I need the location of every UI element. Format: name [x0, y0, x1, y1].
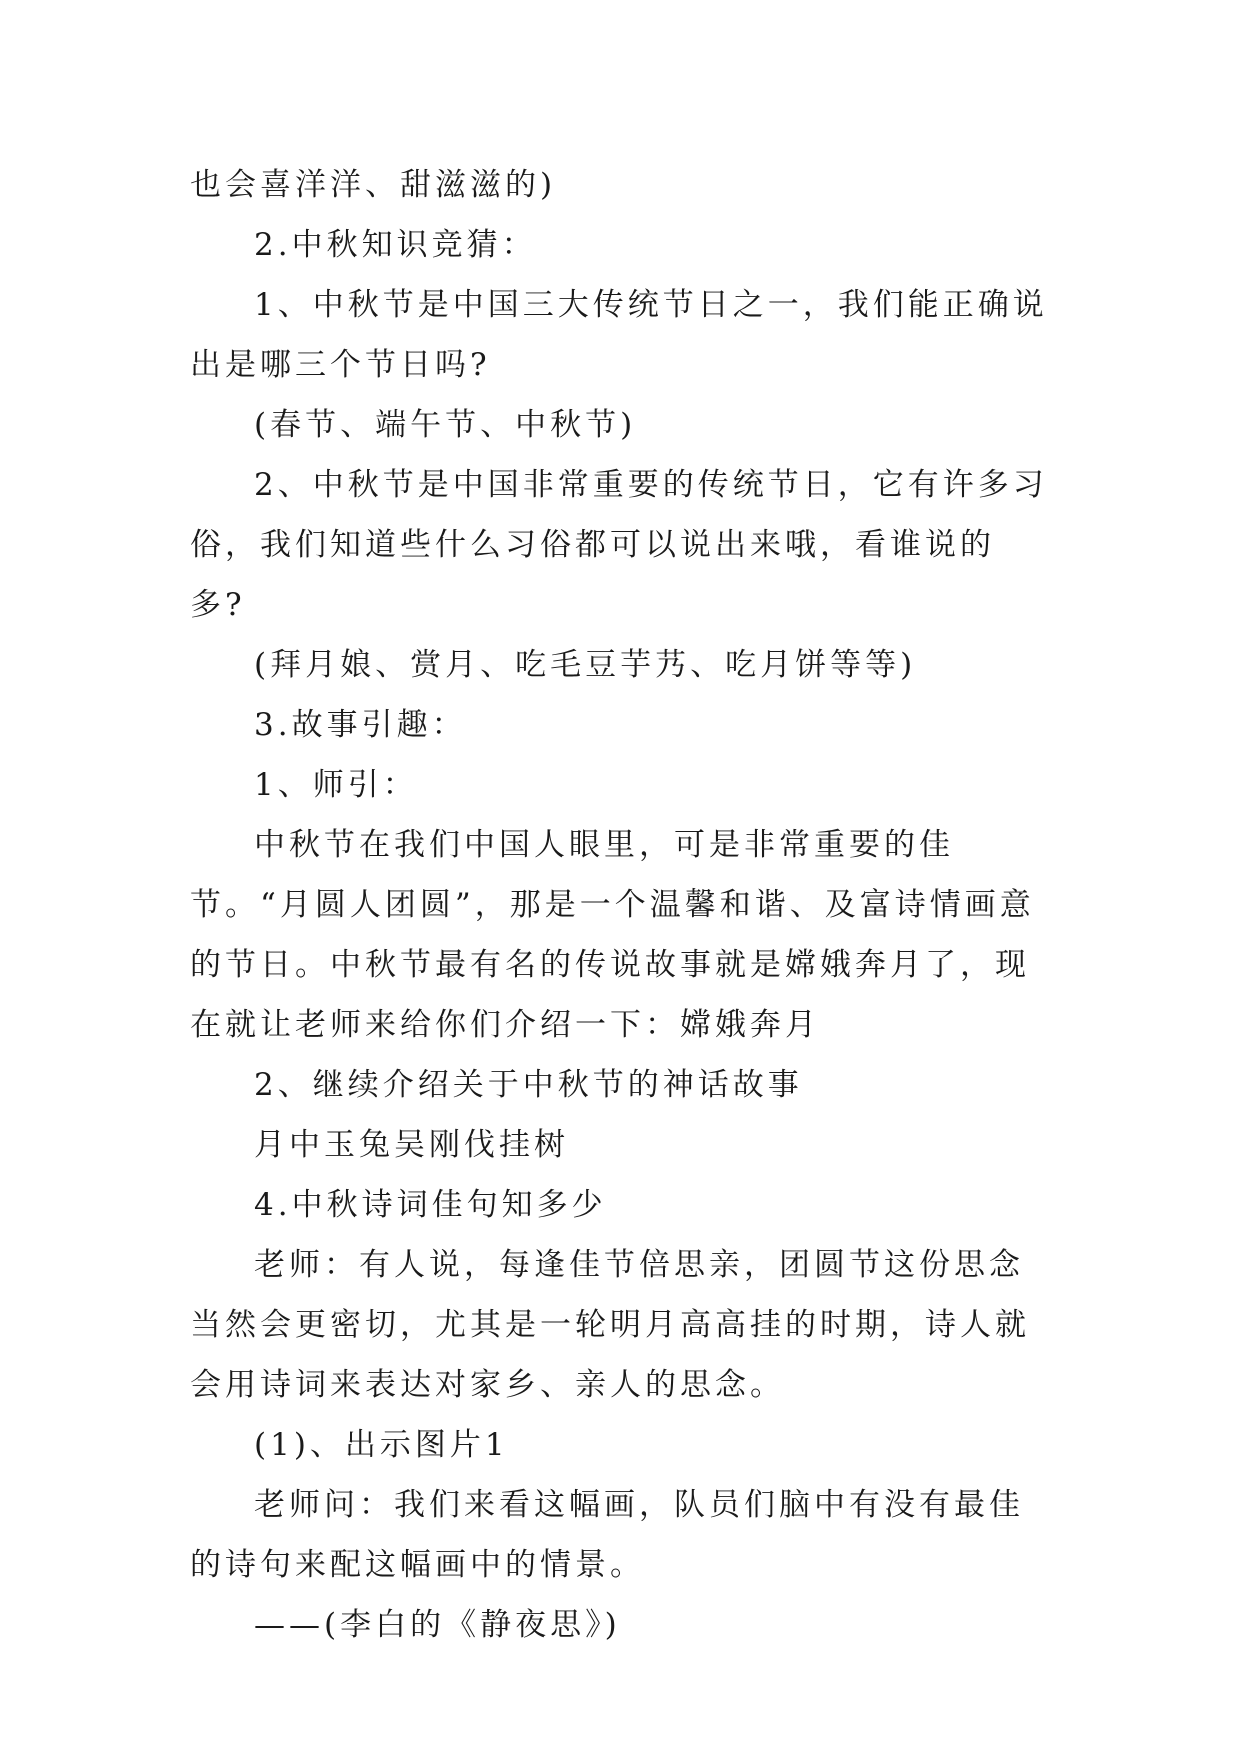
paragraph-16: ——(李白的《静夜思》): [254, 1607, 621, 1643]
paragraph-12: 4.中秋诗词佳句知多少: [254, 1187, 607, 1223]
paragraph-3: 1、中秋节是中国三大传统节日之一，我们能正确说出是哪三个节日吗?: [190, 287, 1048, 383]
paragraph-6: (拜月娘、赏月、吃毛豆芋艿、吃月饼等等): [254, 647, 917, 683]
paragraph-9: 中秋节在我们中国人眼里，可是非常重要的佳节。“月圆人团圆”，那是一个温馨和谐、及富诗情画意的节日。中秋节最有名的传说故事就是嫦娥奔月了，现在就让老师来给你们介绍一下：嫦娥奔月: [190, 827, 1035, 1043]
paragraph-8: 1、师引：: [254, 767, 418, 803]
paragraph-11: 月中玉兔吴刚伐挂树: [254, 1127, 569, 1163]
paragraph-2: 2.中秋知识竞猜：: [254, 227, 537, 263]
paragraph-10: 2、继续介绍关于中秋节的神话故事: [254, 1067, 803, 1103]
document-body: [190, 155, 1050, 1655]
paragraph-7: 3.故事引趣：: [254, 707, 467, 743]
paragraph-5: 2、中秋节是中国非常重要的传统节日，它有许多习俗，我们知道些什么习俗都可以说出来哦，看谁说的多?: [190, 467, 1048, 623]
paragraph-4: (春节、端午节、中秋节): [254, 407, 637, 443]
paragraph-14: (1)、出示图片1: [254, 1427, 509, 1463]
paragraph-15: 老师问：我们来看这幅画，队员们脑中有没有最佳的诗句来配这幅画中的情景。: [190, 1487, 1024, 1583]
paragraph-13: 老师：有人说，每逢佳节倍思亲，团圆节这份思念当然会更密切，尤其是一轮明月高高挂的时期，诗人就会用诗词来表达对家乡、亲人的思念。: [190, 1247, 1030, 1403]
paragraph-1: 也会喜洋洋、甜滋滋的): [190, 167, 557, 203]
